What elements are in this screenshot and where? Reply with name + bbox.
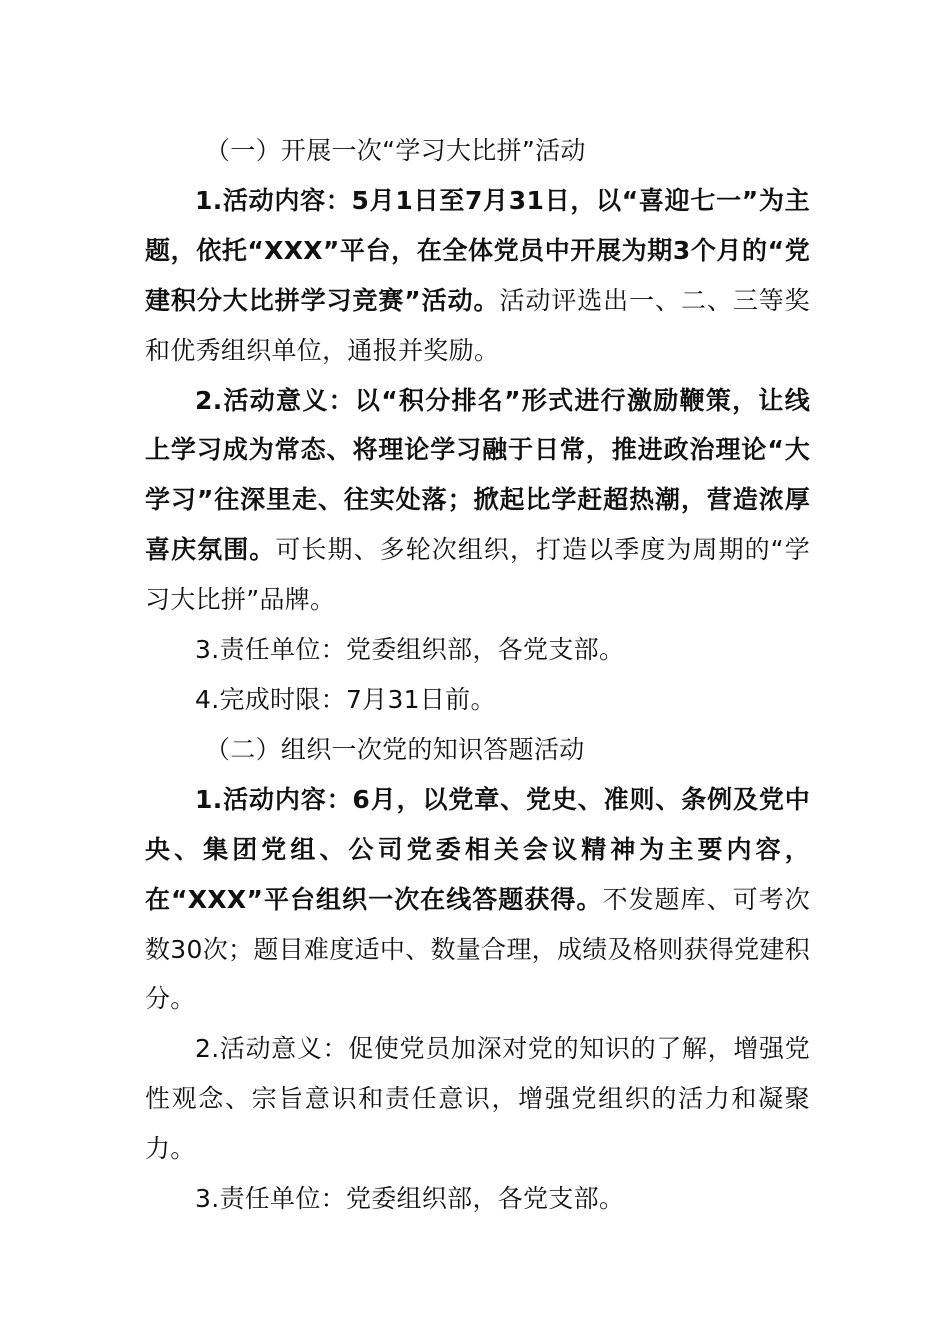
item-normal-text: 不发题库、可考次数30次；题目难度适中、数量合理，成绩及格则获得党建积分。 xyxy=(145,884,810,1014)
section-2-item-1 xyxy=(145,775,810,1025)
section-1-item-3 xyxy=(145,625,810,675)
section-1-item-2 xyxy=(145,376,810,626)
item-bold-text: 1.活动内容：5月1日至7月31日，以“喜迎七一”为主题，依托“XXX”平台，在全体党员中开展为期3个月的“党建积分大比拼学习竞赛”活动。 xyxy=(145,185,810,315)
item-normal-text: 3.责任单位：党委组织部，各党支部。 xyxy=(195,1184,625,1214)
section-2-item-3 xyxy=(145,1174,810,1224)
section-1-item-4 xyxy=(145,675,810,725)
item-normal-text: 4.完成时限：7月31日前。 xyxy=(195,684,496,714)
section-1-item-1 xyxy=(145,176,810,376)
document-page xyxy=(145,126,810,1224)
section-heading-1: （一）开展一次“学习大比拼”活动 xyxy=(205,136,586,165)
item-normal-text: 3.责任单位：党委组织部，各党支部。 xyxy=(195,635,625,665)
item-normal-text: 2.活动意义：促使党员加深对党的知识的了解，增强党性观念、宗旨意识和责任意识，增强党组织的活力和凝聚力。 xyxy=(145,1034,810,1164)
item-bold-text: 2.活动意义：以“积分排名”形式进行激励鞭策，让线上学习成为常态、将理论学习融于日常，推进政治理论“大学习”往深里走、往实处落；掀起比学赶超热潮，营造浓厚喜庆氛围。 xyxy=(145,385,810,565)
item-bold-text: 1.活动内容：6月，以党章、党史、准则、条例及党中央、集团党组、公司党委相关会议精神为主要内容，在“XXX”平台组织一次在线答题获得。 xyxy=(145,784,810,914)
section-heading-2: （二）组织一次党的知识答题活动 xyxy=(205,734,585,764)
item-normal-text: 可长期、多轮次组织，打造以季度为周期的“学习大比拼”品牌。 xyxy=(145,535,810,615)
section-2-item-2 xyxy=(145,1024,810,1174)
item-normal-text: 活动评选出一、二、三等奖和优秀组织单位，通报并奖励。 xyxy=(145,285,810,365)
